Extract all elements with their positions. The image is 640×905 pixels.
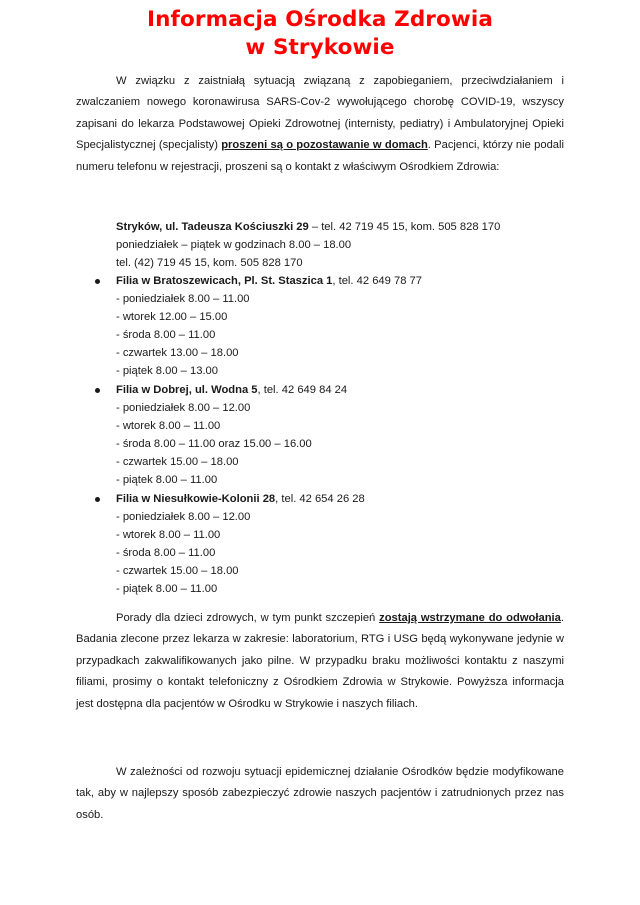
advice-text-b: . Badania zlecone przez lekarza w zakresie: laboratorium, RTG i USG będą wykonywane jedynie w przypadkach zakwalifikowanych jako pilne. W przypadku braku możliwości kontaktu z naszymi filiami, prosimy o kontakt telefoniczny z Ośrodkiem Zdrowia w Strykowie. Powyższa informacja jest dostępna dla pacjentów w Ośrodku w Strykowie i naszych filiach. xyxy=(76,612,564,710)
branch-2-hours-fri: - piątek 8.00 – 11.00 xyxy=(116,474,218,486)
advice-emphasis: zostają wstrzymane do odwołania xyxy=(379,612,561,624)
branch-1-hours-mon: - poniedziałek 8.00 – 11.00 xyxy=(116,293,250,305)
page-title xyxy=(0,6,640,62)
advice-paragraph xyxy=(76,608,564,715)
branch-2-hours-thu: - czwartek 15.00 – 18.00 xyxy=(116,456,239,468)
main-center-alt-phones: tel. (42) 719 45 15, kom. 505 828 170 xyxy=(116,257,303,269)
bullet-icon xyxy=(95,497,100,502)
closing-paragraph xyxy=(76,762,564,826)
branch-3-hours-thu: - czwartek 15.00 – 18.00 xyxy=(116,565,239,577)
branch-3-hours-fri: - piątek 8.00 – 11.00 xyxy=(116,583,218,595)
intro-text-b: . Pacjenci, którzy nie podali numeru telefonu w rejestracji, proszeni są o kontakt z właściwym Ośrodkiem Zdrowia: xyxy=(76,139,564,173)
intro-paragraph xyxy=(76,71,564,178)
branch-2-name: Filia w Dobrej, ul. Wodna 5 xyxy=(116,384,258,396)
branch-1-hours-tue: - wtorek 12.00 – 15.00 xyxy=(116,311,228,323)
intro-text-a: W związku z zaistniałą sytuacją związaną z zapobieganiem, przeciwdziałaniem i zwalczaniem nowego koronawirusa SARS-Cov-2 wywołującego chorobę COVID-19, wszyscy zapisani do lekarza Podstawowej Opieki Zdrowotnej (internisty, pediatry) i Ambulatoryjnej Opieki Specjalistycznej (specjalisty) xyxy=(76,75,564,152)
branch-3-hours-mon: - poniedziałek 8.00 – 12.00 xyxy=(116,511,251,523)
branch-3-name: Filia w Niesułkowie-Kolonii 28 xyxy=(116,493,276,505)
closing-text: W zależności od rozwoju sytuacji epidemicznej działanie Ośrodków będzie modyfikowane tak, aby w najlepszy sposób zabezpieczyć zdrowie naszych pacjentów i zatrudnionych przez nas osób. xyxy=(76,766,564,821)
branch-1-hours-thu: - czwartek 13.00 – 18.00 xyxy=(116,347,239,359)
branch-2-hours-tue: - wtorek 8.00 – 11.00 xyxy=(116,420,221,432)
branch-1-name: Filia w Bratoszewicach, Pl. St. Staszica 1 xyxy=(116,275,333,287)
main-center-name: Stryków, ul. Tadeusza Kościuszki 29 xyxy=(116,221,309,233)
bullet-icon xyxy=(95,279,100,284)
title-line-2: w Strykowie xyxy=(245,35,395,60)
branch-1-heading xyxy=(116,272,422,290)
branch-2-phone: , tel. 42 649 84 24 xyxy=(257,384,348,396)
main-center-phones: – tel. 42 719 45 15, kom. 505 828 170 xyxy=(308,221,501,233)
branch-2-heading xyxy=(116,381,347,399)
main-center-line xyxy=(116,218,500,236)
branch-3-heading xyxy=(116,490,365,508)
branch-1-hours-fri: - piątek 8.00 – 13.00 xyxy=(116,365,219,377)
branch-3-hours-wed: - środa 8.00 – 11.00 xyxy=(116,547,216,559)
branch-1-phone: , tel. 42 649 78 77 xyxy=(332,275,422,287)
title-line-1: Informacja Ośrodka Zdrowia xyxy=(147,7,493,32)
branch-3-phone: , tel. 42 654 26 28 xyxy=(275,493,365,505)
branch-1-hours-wed: - środa 8.00 – 11.00 xyxy=(116,329,216,341)
main-center-hours: poniedziałek – piątek w godzinach 8.00 – 18.00 xyxy=(116,239,352,251)
bullet-icon xyxy=(95,388,100,393)
intro-emphasis: proszeni są o pozostawanie w domach xyxy=(221,139,428,152)
advice-text-a: Porady dla dzieci zdrowych, w tym punkt szczepień xyxy=(116,612,380,624)
branch-3-hours-tue: - wtorek 8.00 – 11.00 xyxy=(116,529,221,541)
branch-2-hours-wed: - środa 8.00 – 11.00 oraz 15.00 – 16.00 xyxy=(116,438,312,450)
branch-2-hours-mon: - poniedziałek 8.00 – 12.00 xyxy=(116,402,251,414)
